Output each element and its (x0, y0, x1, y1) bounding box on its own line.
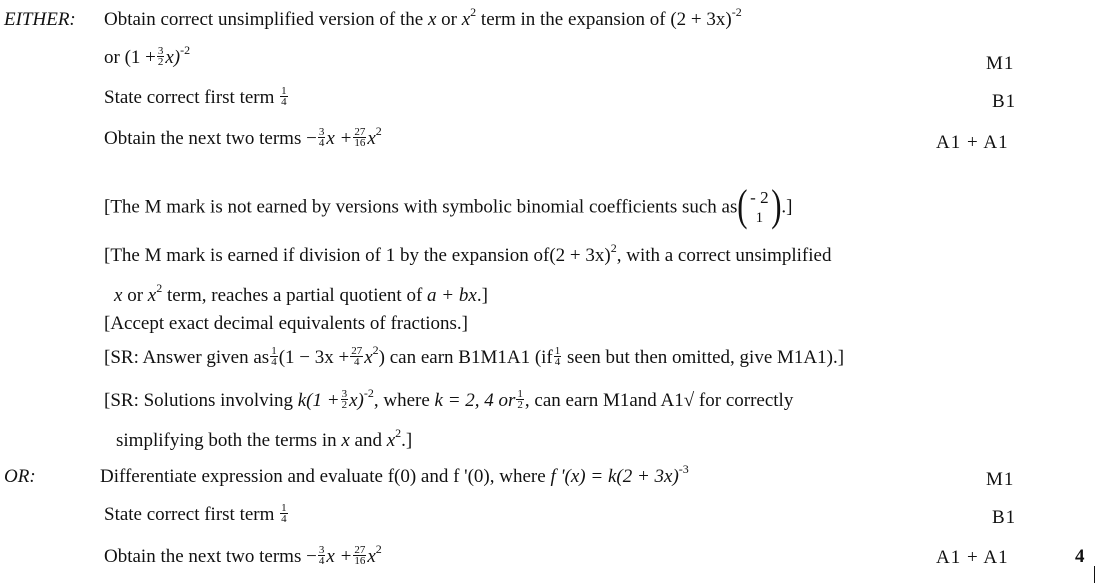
fraction: $\frac{27}{16}$ (354, 126, 366, 150)
margin-rule (1094, 566, 1095, 583)
either-line-4: Obtain the next two terms − $\frac{3}{4}$ x + $\frac{27}{16}$ $x^2$ (104, 124, 382, 150)
note-sr-answer: [SR: Answer given as $\frac{1}{4}$ (1 − 3x + $\frac{27}{4}$ $x^2$) can earn B1M1A1 (if $\frac{1}{4}$ seen but then omitted, give M1A1).] (104, 343, 845, 369)
either-line-3: State correct first term $\frac{1}{4}$ (104, 85, 287, 109)
or-line-1: Differentiate expression and evaluate f(0) and f '(0), where f '$(x) = k(2 + 3x)^{-3}$ (100, 462, 689, 487)
fraction: $\frac{1}{4}$ (271, 345, 277, 369)
mark-a1-a1: A1 + A1 (936, 132, 1009, 153)
note-symbolic-binomial: [The M mark is not earned by versions with symbolic binomial coefficients such as ( - 2 1 ) .] (104, 181, 793, 230)
total-marks: 4 (1075, 546, 1085, 567)
fraction: $\frac{3}{2}$ (341, 388, 348, 412)
note-sr-solutions: [SR: Solutions involving k(1 + $\frac{3}{2}$ x)$^{-2}$, where k = 2, 4 or $\frac{1}{2}$ , can earn M1and A1√ for correctly (104, 386, 794, 412)
mark-a1-a1-or: A1 + A1 (936, 547, 1009, 568)
fraction: $\frac{1}{4}$ (281, 502, 287, 526)
fraction: $\frac{3}{4}$ (318, 126, 325, 150)
fraction: $\frac{27}{4}$ (351, 345, 363, 369)
mark-b1: B1 (992, 91, 1017, 112)
either-line-2: or (1 + $\frac{3}{2}$ x)$^{-2}$ (104, 43, 191, 69)
or-label: OR: (4, 466, 36, 487)
mark-m1-or: M1 (986, 469, 1015, 490)
or-line-2: State correct first term $\frac{1}{4}$ (104, 502, 287, 526)
fraction: $\frac{3}{4}$ (318, 544, 325, 568)
binomial-coefficient: ( - 2 1 ) (737, 181, 782, 230)
either-line-1: Obtain correct unsimplified version of the x or $x^2$ term in the expansion of $(2 + 3x)^{-2}$ (104, 5, 742, 30)
note-decimal: [Accept exact decimal equivalents of fractions.] (104, 313, 468, 334)
note-division: [The M mark is earned if division of 1 by the expansion $of(2 + 3x)^2$, with a correct unsimplified (104, 241, 832, 266)
mark-m1: M1 (986, 53, 1015, 74)
fraction: $\frac{3}{2}$ (157, 45, 164, 69)
fraction: $\frac{1}{4}$ (281, 85, 287, 109)
note-partial-quotient: x or $x^2$ term, reaches a partial quotient of a + bx.] (114, 281, 488, 306)
mark-b1-or: B1 (992, 507, 1017, 528)
fraction: $\frac{27}{16}$ (354, 544, 366, 568)
fraction: $\frac{1}{4}$ (554, 345, 561, 369)
note-simplifying: simplifying both the terms in x and $x^2$.] (116, 426, 413, 451)
or-line-3: Obtain the next two terms − $\frac{3}{4}$ x + $\frac{27}{16}$ $x^2$ (104, 542, 382, 568)
either-label: EITHER: (4, 9, 76, 30)
fraction: $\frac{1}{2}$ (517, 388, 523, 412)
